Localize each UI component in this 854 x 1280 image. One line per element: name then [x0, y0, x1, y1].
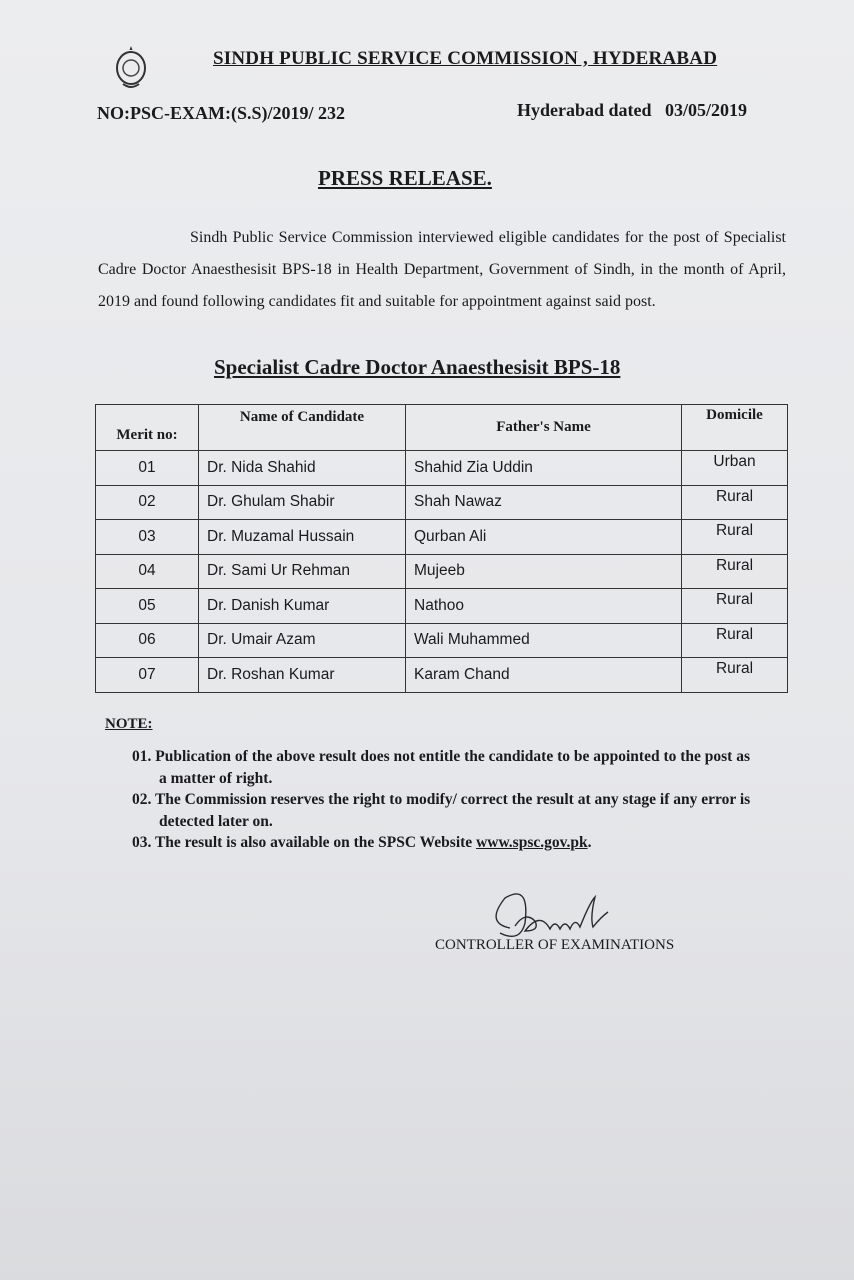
body-text: Sindh Public Service Commission interviewed eligible candidates for the post of Specialist Cadre Doctor Anaesthesisit BPS-18 in Health Department, Government of Sindh, in the month of April, 2019 and found following candidates fit and suitable for appointment against said post.	[98, 229, 786, 310]
merit-cell: 02	[96, 485, 199, 520]
table-row	[96, 554, 788, 589]
domicile-cell: Rural	[682, 485, 788, 520]
signatory-title: CONTROLLER OF EXAMINATIONS	[435, 937, 675, 953]
table-row	[96, 451, 788, 486]
note-list	[132, 746, 752, 854]
post-title: Specialist Cadre Doctor Anaesthesisit BPS-18	[214, 355, 621, 379]
note-item: 01. Publication of the above result does not entitle the candidate to be appointed to the post as a matter of right.	[132, 748, 751, 787]
merit-cell: 01	[96, 451, 199, 486]
header-father: Father's Name	[406, 405, 682, 451]
website-link[interactable]: www.spsc.gov.pk	[476, 834, 588, 851]
note-text: 03. The result is also available on the SPSC Website	[132, 834, 477, 851]
document-title: PRESS RELEASE.	[318, 166, 492, 190]
candidate-name-cell: Dr. Nida Shahid	[199, 451, 406, 486]
domicile-cell: Rural	[682, 554, 788, 589]
table-row	[96, 623, 788, 658]
father-name-cell: Karam Chand	[406, 658, 682, 693]
merit-cell: 03	[96, 520, 199, 555]
candidate-name-cell: Dr. Muzamal Hussain	[199, 520, 406, 555]
candidate-name-cell: Dr. Danish Kumar	[199, 589, 406, 624]
domicile-cell: Urban	[682, 451, 788, 486]
candidates-table	[95, 404, 788, 693]
father-name-cell: Shah Nawaz	[406, 485, 682, 520]
domicile-cell: Rural	[682, 589, 788, 624]
table-header-row	[96, 405, 788, 451]
father-name-cell: Nathoo	[406, 589, 682, 624]
note-label: NOTE:	[105, 716, 153, 732]
date-line: Hyderabad dated 03/05/2019	[517, 100, 748, 120]
domicile-cell: Rural	[682, 520, 788, 555]
candidate-name-cell: Dr. Umair Azam	[199, 623, 406, 658]
father-name-cell: Shahid Zia Uddin	[406, 451, 682, 486]
merit-cell: 04	[96, 554, 199, 589]
father-name-cell: Wali Muhammed	[406, 623, 682, 658]
father-name-cell: Qurban Ali	[406, 520, 682, 555]
candidate-name-cell: Dr. Roshan Kumar	[199, 658, 406, 693]
domicile-cell: Rural	[682, 658, 788, 693]
table-row	[96, 658, 788, 693]
merit-cell: 07	[96, 658, 199, 693]
domicile-cell: Rural	[682, 623, 788, 658]
table-row	[96, 520, 788, 555]
table-row	[96, 589, 788, 624]
note-suffix: .	[587, 834, 592, 851]
reference-number: NO:PSC-EXAM:(S.S)/2019/ 232	[97, 103, 345, 123]
candidate-name-cell: Dr. Ghulam Shabir	[199, 485, 406, 520]
note-item	[132, 832, 752, 854]
organization-heading: SINDH PUBLIC SERVICE COMMISSION , HYDERABAD	[213, 48, 718, 69]
merit-cell: 06	[96, 623, 199, 658]
note-item: 02. The Commission reserves the right to modify/ correct the result at any stage if any error is detected later on.	[132, 791, 751, 830]
header-name: Name of Candidate	[199, 405, 406, 451]
commission-seal-icon	[114, 44, 148, 92]
candidate-name-cell: Dr. Sami Ur Rehman	[199, 554, 406, 589]
header-merit: Merit no:	[96, 405, 199, 451]
merit-cell: 05	[96, 589, 199, 624]
body-paragraph	[98, 222, 786, 318]
father-name-cell: Mujeeb	[406, 554, 682, 589]
header-domicile: Domicile	[682, 405, 788, 451]
table-row	[96, 485, 788, 520]
